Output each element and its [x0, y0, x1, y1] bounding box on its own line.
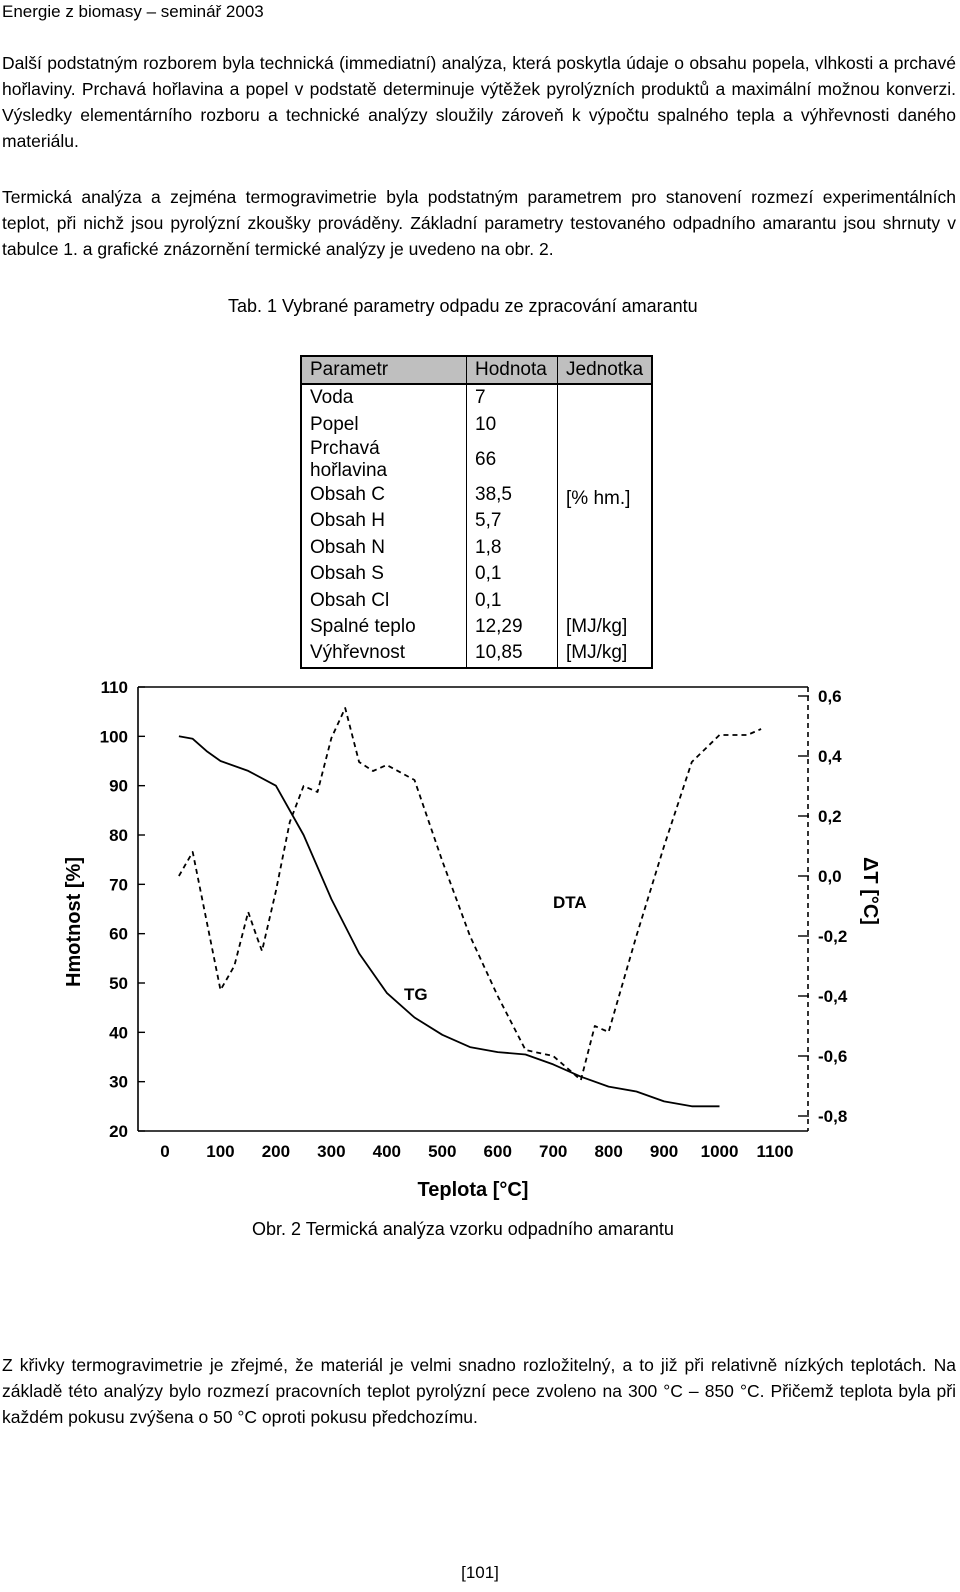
table-row [301, 614, 652, 640]
param-name: Výhřevnost [301, 640, 467, 667]
y-tick-label: 100 [99, 727, 128, 747]
x-tick-label: 300 [317, 1142, 346, 1161]
dta-curve-label: DTA [553, 893, 587, 912]
param-value: 38,5 [467, 482, 558, 508]
param-name: Voda [301, 384, 467, 411]
param-name: Obsah H [301, 508, 467, 534]
y2-tick-label: -0,8 [818, 1107, 848, 1126]
x-tick-label: 400 [372, 1142, 402, 1161]
parameters-table [300, 355, 653, 669]
x-tick-label: 500 [428, 1142, 457, 1161]
x-tick-label: 100 [206, 1142, 235, 1161]
y-tick-label: 80 [109, 826, 128, 845]
param-name: Obsah Cl [301, 587, 467, 613]
y2-tick-label: 0,6 [818, 687, 842, 706]
table-row [301, 384, 652, 411]
thermal-analysis-chart [0, 665, 960, 1225]
y-tick-label: 40 [109, 1023, 128, 1043]
y-tick-label: 70 [109, 875, 128, 895]
x-axis-ticks [160, 1142, 793, 1161]
y2-tick-label: 0,2 [818, 807, 842, 826]
series-group [179, 708, 761, 1106]
x-tick-label: 700 [538, 1142, 568, 1161]
dta-curve [179, 708, 761, 1080]
y-axis-label: Hmotnost [%] [63, 857, 85, 987]
y2-tick-label: -0,2 [818, 927, 848, 946]
y-tick-label: 90 [109, 776, 128, 796]
paragraph-technical-analysis: Další podstatným rozborem byla technická (immediatní) analýza, která poskytla údaje o obsahu popela, vlhkosti a prchavé hořlaviny. Prchavá hořlavina a popel v podstatě determinuje výtěžek pyrolýzních produktů a maximální možnou konverzi. Výsledky elementárního rozboru a technické analýzy sloužily zároveň k výpočtu spalného tepla a výhřevnosti daného materiálu. [2, 53, 956, 151]
y2-tick-label: -0,4 [818, 987, 848, 1006]
param-name: Obsah N [301, 535, 467, 561]
x-tick-label: 1000 [700, 1142, 739, 1161]
param-value: 0,1 [467, 587, 558, 613]
y-tick-label: 110 [100, 678, 128, 697]
param-value: 0,1 [467, 561, 558, 587]
x-tick-label: 800 [594, 1142, 623, 1161]
param-name: Popel [301, 411, 467, 437]
x-tick-label: 0 [160, 1142, 170, 1161]
paragraph-conclusion: Z křivky termogravimetrie je zřejmé, že materiál je velmi snadno rozložitelný, a to již při relativně nízkých teplotách. Na základě této analýzy bylo rozmezí pracovních teplot pyrolýzní pece zvoleno na 300 °C – 850 °C. Přičemž teplota byla při každém pokusu zvýšena o 50 °C oproti pokusu předchozímu. [2, 1355, 956, 1427]
param-unit-merged: [% hm.] [566, 488, 631, 510]
param-value: 1,8 [467, 535, 558, 561]
param-name: Obsah S [301, 561, 467, 587]
param-value: 7 [467, 384, 558, 411]
param-value: 10 [467, 411, 558, 437]
tg-curve-label: TG [404, 985, 428, 1004]
y-tick-label: 30 [109, 1072, 128, 1092]
tg-curve [179, 736, 720, 1106]
param-unit: [MJ/kg] [566, 642, 628, 664]
param-value: 66 [467, 438, 558, 482]
y-tick-label: 50 [109, 974, 128, 993]
plot-frame [138, 687, 808, 1131]
y-tick-label: 60 [109, 924, 128, 944]
param-name: Spalné teplo [301, 614, 467, 640]
table-header-row [301, 356, 652, 384]
header-parametr: Parametr [301, 356, 467, 384]
param-unit: [MJ/kg] [566, 615, 628, 637]
x-axis-label: Teplota [°C] [417, 1179, 529, 1201]
param-name: Prchavá hořlavina [301, 438, 467, 482]
header-jednotka: Jednotka [558, 356, 653, 384]
y2-tick-label: -0,6 [818, 1047, 848, 1066]
table-row [301, 640, 652, 667]
figure-caption: Obr. 2 Termická analýza vzorku odpadního amarantu [252, 1219, 674, 1239]
y-tick-label: 20 [109, 1122, 128, 1141]
y2-tick-label: 0,0 [818, 867, 842, 886]
running-header: Energie z biomasy – seminář 2003 [2, 2, 264, 21]
x-tick-label: 200 [261, 1142, 291, 1161]
param-value: 12,29 [467, 614, 558, 640]
param-value: 10,85 [467, 640, 558, 667]
header-hodnota: Hodnota [467, 356, 558, 384]
paragraph-thermal-analysis: Termická analýza a zejména termogravimetrie byla podstatným parametrem pro stanovení rozmezí experimentálních teplot, při nichž jsou pyrolýzní zkoušky prováděny. Základní parametry testovaného odpadního amarantu jsou shrnuty v tabulce 1. a grafické znázornění termické analýzy je uvedeno na obr. 2. [2, 187, 956, 259]
page-number: [101] [461, 1563, 499, 1582]
x-tick-label: 900 [649, 1142, 679, 1161]
y2-tick-label: 0,4 [818, 747, 842, 766]
y2-axis-label: ΔT [°C] [859, 857, 881, 925]
param-name: Obsah C [301, 482, 467, 508]
table-caption: Tab. 1 Vybrané parametry odpadu ze zpracování amarantu [228, 296, 698, 316]
param-value: 5,7 [467, 508, 558, 534]
x-tick-label: 1100 [756, 1142, 794, 1161]
x-tick-label: 600 [483, 1142, 512, 1161]
y2-axis-ticks [798, 687, 848, 1126]
